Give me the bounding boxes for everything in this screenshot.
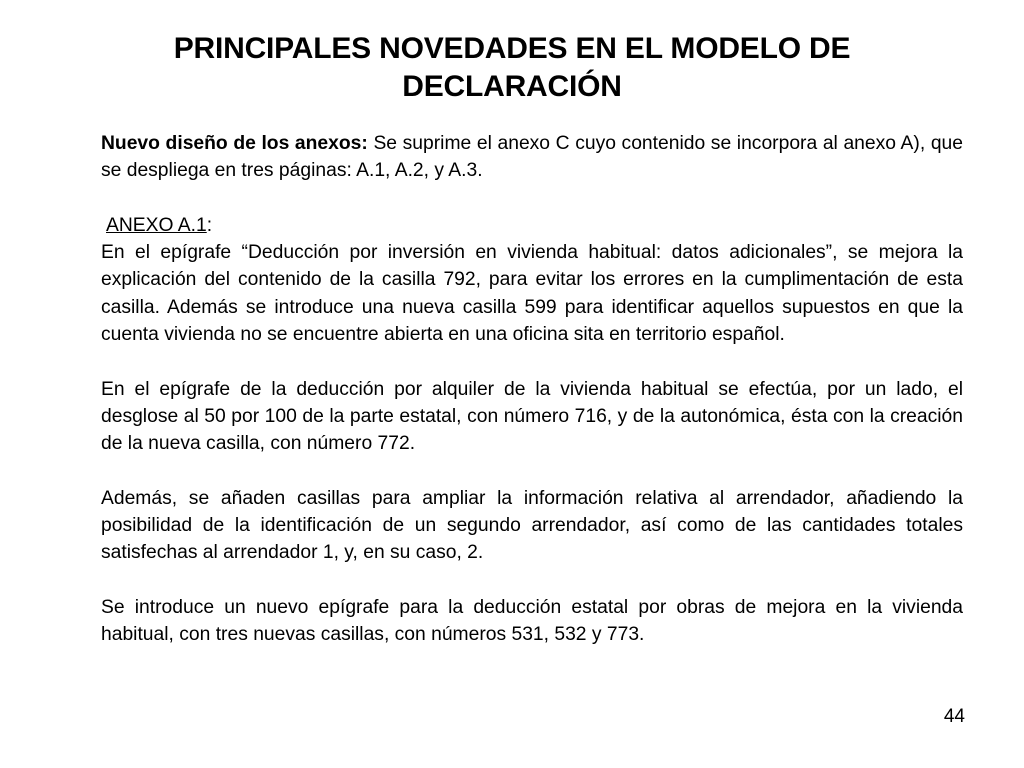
slide-body [101, 130, 963, 649]
intro-text: Se suprime el anexo C cuyo contenido se incorpora al anexo A), que se despliega en tres páginas: A.1, A.2, y A.3. [101, 133, 963, 182]
annex-name: ANEXO A.1 [106, 214, 207, 236]
annex-suffix: : [206, 214, 213, 236]
title-line-1: PRINCIPALES NOVEDADES EN EL MODELO DE [173, 32, 851, 65]
paragraph-1: En el epígrafe “Deducción por inversión en vivienda habitual: datos adicionales”, se mejora la explicación del contenido de la casilla 792, para evitar los errores en la cumplimentación de esta casilla. Además se introduce una nueva casilla 599 para identificar aquellos supuestos en que la cuenta vivienda no se encuentre abierta en una oficina sita en territorio español. [101, 242, 963, 346]
paragraph-2: En el epígrafe de la deducción por alquiler de la vivienda habitual se efectúa, por un lado, el desglose al 50 por 100 de la parte estatal, con número 716, y de la autonómica, ésta con la creación de la nueva casilla, con número 772. [101, 378, 963, 455]
paragraph-4: Se introduce un nuevo epígrafe para la deducción estatal por obras de mejora en la vivienda habitual, con tres nuevas casillas, con números 531, 532 y 773. [101, 597, 963, 646]
intro-paragraph [101, 130, 963, 185]
intro-lead: Nuevo diseño de los anexos: [101, 133, 368, 154]
page-number: 44 [943, 706, 965, 727]
title-line-2: DECLARACIÓN [402, 70, 622, 103]
paragraph-3: Además, se añaden casillas para ampliar la información relativa al arrendador, añadiendo la posibilidad de la identificación de un segundo arrendador, así como de las cantidades totales satisfechas al arrendador 1, y, en su caso, 2. [101, 487, 963, 564]
slide-title [60, 30, 964, 106]
annex-heading [101, 212, 963, 239]
